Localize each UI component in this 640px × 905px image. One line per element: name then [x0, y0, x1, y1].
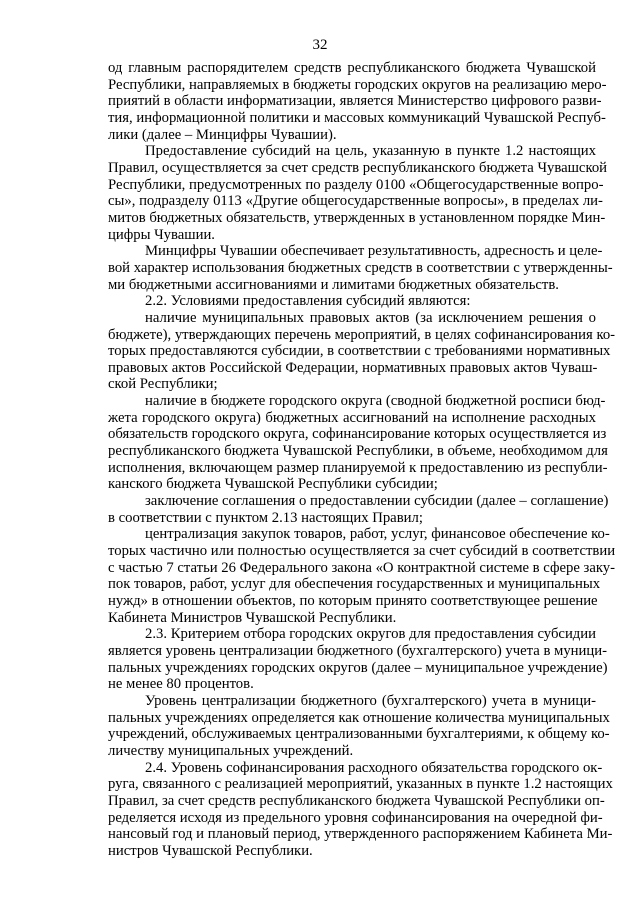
text-line: торых частично или полностью осуществляется за счет субсидий в соответствии — [108, 543, 616, 560]
paragraph — [108, 293, 596, 310]
text-line: жета городского округа) бюджетных ассигнований на исполнение расходных — [108, 409, 596, 426]
text-line: 2.4. Уровень софинансирования расходного обязательства городского ок- — [145, 759, 603, 776]
text-line: приятий в области информатизации, является Министерство цифрового разви- — [108, 93, 602, 110]
text-line: Правил, за счет средств республиканского бюджета Чувашской Республики оп- — [108, 792, 605, 809]
text-line: Уровень централизации бюджетного (бухгалтерского) учета в муници- — [145, 692, 596, 709]
page-number: 32 — [312, 37, 328, 53]
text-line: торых предоставляются субсидии, в соответствии с требованиями нормативных — [108, 343, 611, 360]
paragraph — [108, 526, 616, 626]
paragraph — [108, 60, 607, 143]
text-line: канского бюджета Чувашской Республики субсидии; — [108, 476, 438, 493]
text-line: Минцифры Чувашии обеспечивает результативность, адресность и целе- — [145, 243, 603, 260]
text-line: 2.2. Условиями предоставления субсидий являются: — [145, 293, 471, 310]
text-line: наличие муниципальных правовых актов (за исключением решения о — [145, 309, 596, 326]
text-line: бюджете), утверждающих перечень мероприятий, в целях софинансирования ко- — [108, 326, 616, 343]
text-line: централизация закупок товаров, работ, услуг, финансовое обеспечение ко- — [145, 526, 610, 543]
paragraph — [108, 759, 613, 860]
paragraph — [108, 626, 608, 693]
text-line: цифры Чувашии. — [108, 226, 215, 243]
text-line: нансовый год и плановый период, утвержденного распоряжением Кабинета Ми- — [108, 826, 613, 843]
text-line: пок товаров, работ, услуг для обеспечения государственных и муниципальных — [108, 576, 601, 593]
text-line: пальных учреждениях городских округов (далее – муниципальное учреждение) — [108, 659, 608, 676]
text-line: не менее 80 процентов. — [108, 676, 254, 693]
text-line: Республики, предусмотренных по разделу 0100 «Общегосударственные вопро- — [108, 176, 604, 193]
text-line: Кабинета Министров Чувашской Республики. — [108, 609, 397, 626]
text-line: ми бюджетными ассигнованиями и лимитами бюджетных обязательств. — [108, 276, 559, 293]
text-line: нистров Чувашской Республики. — [108, 842, 313, 859]
document-body — [108, 60, 616, 860]
paragraph — [108, 309, 616, 393]
text-line: митов бюджетных обязательств, утвержденных в установленном порядке Мин- — [108, 209, 606, 226]
text-line: обязательств городского округа, софинансирование которых осуществляется из — [108, 426, 607, 443]
text-line: тия, информационной политики и массовых коммуникаций Чувашской Респуб- — [108, 109, 606, 126]
text-line: 2.3. Критерием отбора городских округов для предоставления субсидии — [145, 626, 596, 643]
paragraph — [108, 493, 609, 526]
text-line: пальных учреждениях определяется как отношение количества муниципальных — [108, 709, 610, 726]
text-line: Предоставление субсидий на цель, указанную в пункте 1.2 настоящих — [145, 143, 596, 160]
text-line: од главным распорядителем средств республиканского бюджета Чувашской — [108, 60, 596, 76]
text-line: наличие в бюджете городского округа (сводной бюджетной росписи бюд- — [145, 393, 606, 410]
text-line: Правил, осуществляется за счет средств республиканского бюджета Чувашской — [108, 159, 608, 176]
paragraph — [108, 243, 613, 293]
paragraph — [108, 143, 608, 243]
text-line: республиканского бюджета Чувашской Республики, в объеме, необходимом для — [108, 443, 608, 460]
text-line: ской Республики; — [108, 376, 218, 393]
text-line: лики (далее – Минцифры Чувашии). — [108, 126, 337, 143]
paragraph — [108, 393, 608, 493]
text-line: нужд» в отношении объектов, по которым принято соответствующее решение — [108, 593, 598, 609]
text-line: ределяется исходя из предельного уровня софинансирования на очередной фи- — [108, 809, 603, 826]
text-line: является уровень централизации бюджетного (бухгалтерского) учета в муници- — [108, 642, 608, 659]
text-line: вой характер использования бюджетных средств в соответствии с утвержденны- — [108, 259, 613, 276]
text-line: с частью 7 статьи 26 Федерального закона «О контрактной системе в сфере заку- — [108, 559, 616, 576]
text-line: учреждений, обслуживаемых централизованными бухгалтериями, к общему ко- — [108, 726, 610, 743]
text-line: заключение соглашения о предоставлении субсидии (далее – соглашение) — [145, 493, 609, 510]
text-line: личеству муниципальных учреждений. — [108, 742, 354, 759]
text-line: Республики, направляемых в бюджеты городских округов на реализацию меро- — [108, 76, 607, 93]
text-line: сы», подразделу 0113 «Другие общегосударственные вопросы», в пределах ли- — [108, 193, 603, 210]
paragraph — [108, 692, 610, 760]
text-line: в соответствии с пунктом 2.13 настоящих Правил; — [108, 509, 423, 526]
text-line: руга, связанного с реализацией мероприятий, указанных в пункте 1.2 настоящих — [108, 776, 613, 793]
text-line: исполнения, включающем размер планируемой к предоставлению из республи- — [108, 459, 608, 476]
text-line: правовых актов Российской Федерации, нормативных правовых актов Чуваш- — [108, 359, 598, 376]
